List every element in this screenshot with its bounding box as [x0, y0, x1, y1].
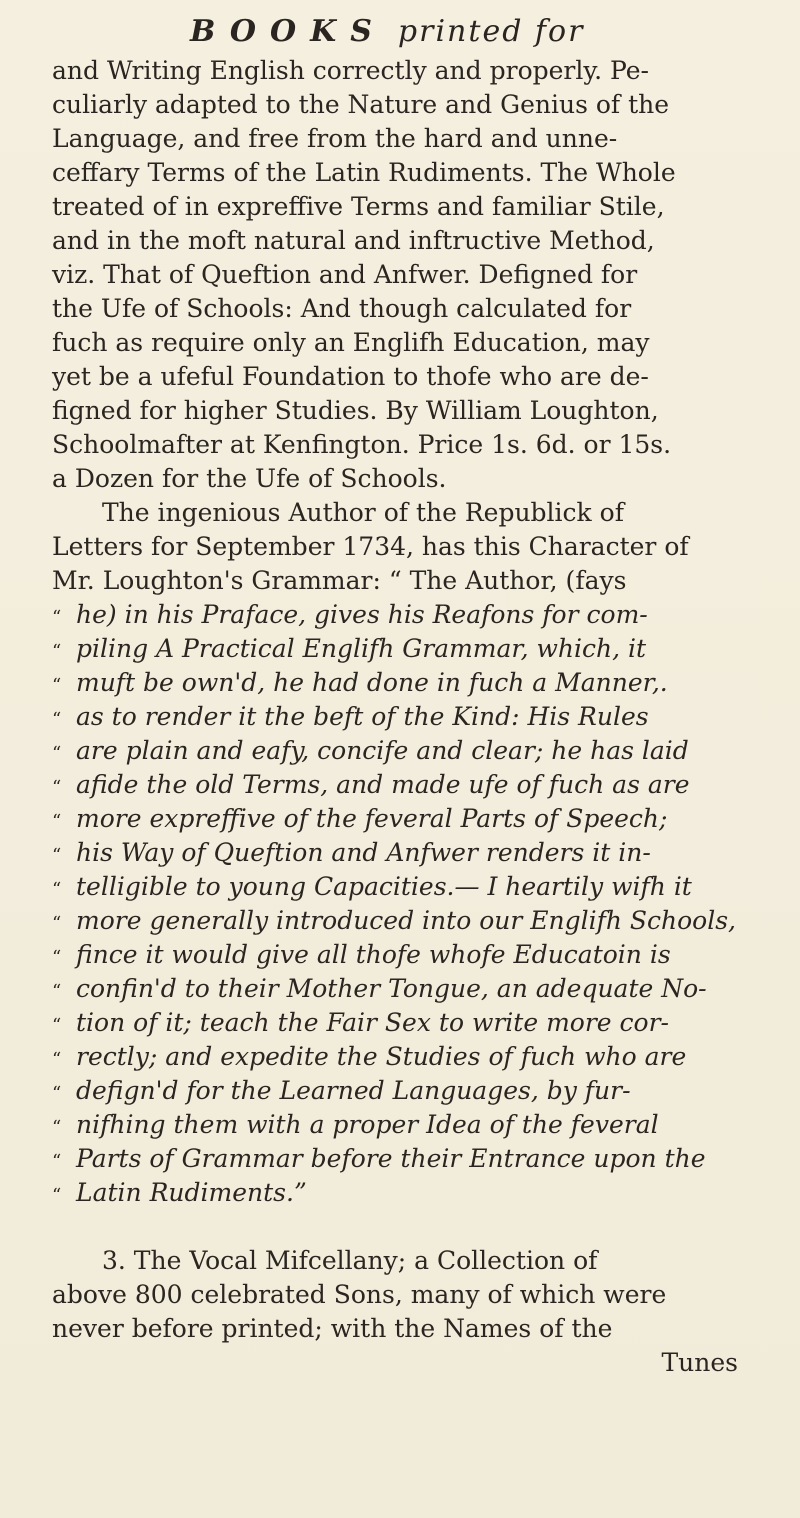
quote-line-text: more generally introduced into our Englifh Schools,	[76, 906, 736, 935]
paragraph-grammar-description	[52, 54, 772, 1380]
quote-mark: “	[52, 641, 62, 662]
text-line: culiarly adapted to the Nature and Genius of the	[52, 90, 670, 119]
quote-line	[52, 768, 772, 802]
quote-line-text: tion of it; teach the Fair Sex to write more cor-	[76, 1008, 669, 1037]
quote-mark: “	[52, 947, 62, 968]
quote-mark: “	[52, 743, 62, 764]
header-caps: BOOKS	[190, 14, 386, 49]
quote-line	[52, 1176, 772, 1210]
text-line: never before printed; with the Names of the	[52, 1314, 613, 1343]
text-line: and in the moft natural and inftructive Method,	[52, 226, 655, 255]
quote-mark: “	[52, 845, 62, 866]
text-line: 3. The Vocal Mifcellany; a Collection of	[102, 1246, 598, 1275]
quote-mark: “	[52, 1117, 62, 1138]
text-line: Mr. Loughton's Grammar: “ The Author, (fays	[52, 566, 627, 595]
quote-line	[52, 904, 772, 938]
quote-mark: “	[52, 607, 62, 628]
text-line: fuch as require only an Englifh Education, may	[52, 328, 650, 357]
quote-line-text: muft be own'd, he had done in fuch a Manner,.	[76, 668, 668, 697]
text-line: figned for higher Studies. By William Loughton,	[52, 396, 659, 425]
header-rest: printed for	[397, 14, 585, 49]
text-line: ceffary Terms of the Latin Rudiments. The Whole	[52, 158, 676, 187]
quote-mark: “	[52, 709, 62, 730]
quote-line-text: afide the old Terms, and made ufe of fuch as are	[76, 770, 690, 799]
quote-line-text: more expreffive of the feveral Parts of Speech;	[76, 804, 668, 833]
quote-mark: “	[52, 981, 62, 1002]
text-line: The ingenious Author of the Republick of	[102, 498, 624, 527]
quote-line	[52, 1040, 772, 1074]
text-line: yet be a ufeful Foundation to thofe who are de-	[52, 362, 649, 391]
catchword: Tunes	[661, 1348, 738, 1377]
text-line: Letters for September 1734, has this Character of	[52, 532, 689, 561]
quote-line-text: telligible to young Capacities.— I heartily wifh it	[76, 872, 692, 901]
quote-line	[52, 938, 772, 972]
text-line: viz. That of Queftion and Anfwer. Defigned for	[52, 260, 638, 289]
quote-line	[52, 666, 772, 700]
text-line: Language, and free from the hard and unne-	[52, 124, 618, 153]
text-line: Schoolmafter at Kenfington. Price 1s. 6d. or 15s.	[52, 430, 672, 459]
text-line: and Writing English correctly and properly. Pe-	[52, 56, 649, 85]
page-header	[190, 14, 584, 49]
text-line: the Ufe of Schools: And though calculated for	[52, 294, 632, 323]
quote-line	[52, 632, 772, 666]
quote-mark: “	[52, 1185, 62, 1206]
text-line: treated of in expreffive Terms and familiar Stile,	[52, 192, 665, 221]
quote-line-text: confin'd to their Mother Tongue, an adequate No-	[76, 974, 707, 1003]
text-line: above 800 celebrated Sons, many of which were	[52, 1280, 667, 1309]
quote-line	[52, 1142, 772, 1176]
text-line: a Dozen for the Ufe of Schools.	[52, 464, 447, 493]
quote-line	[52, 1006, 772, 1040]
quote-line	[52, 1074, 772, 1108]
quote-line-text: as to render it the beft of the Kind: His Rules	[76, 702, 649, 731]
quote-mark: “	[52, 1015, 62, 1036]
quote-mark: “	[52, 1083, 62, 1104]
quote-line-text: Latin Rudiments.”	[76, 1178, 307, 1207]
quote-mark: “	[52, 811, 62, 832]
quote-line	[52, 598, 772, 632]
quote-line	[52, 836, 772, 870]
quote-line-text: his Way of Queftion and Anfwer renders it in-	[76, 838, 651, 867]
quote-line-text: nifhing them with a proper Idea of the feveral	[76, 1110, 659, 1139]
quote-mark: “	[52, 1049, 62, 1070]
quote-line-text: Parts of Grammar before their Entrance upon the	[76, 1144, 706, 1173]
review-quotation	[52, 598, 772, 1210]
quote-line	[52, 972, 772, 1006]
quote-line	[52, 734, 772, 768]
quote-line-text: piling A Practical Englifh Grammar, which, it	[76, 634, 647, 663]
quote-line	[52, 802, 772, 836]
quote-line	[52, 870, 772, 904]
quote-line-text: defign'd for the Learned Languages, by fur-	[76, 1076, 631, 1105]
paragraph-gap	[52, 1210, 772, 1244]
quote-mark: “	[52, 675, 62, 696]
quote-line	[52, 700, 772, 734]
quote-line-text: are plain and eafy, concife and clear; he has laid	[76, 736, 689, 765]
quote-line-text: fince it would give all thofe whofe Educatoin is	[76, 940, 671, 969]
quote-line	[52, 1108, 772, 1142]
quote-line-text: he) in his Praface, gives his Reafons for com-	[76, 600, 648, 629]
quote-mark: “	[52, 1151, 62, 1172]
quote-mark: “	[52, 913, 62, 934]
quote-mark: “	[52, 777, 62, 798]
quote-mark: “	[52, 879, 62, 900]
quote-line-text: rectly; and expedite the Studies of fuch who are	[76, 1042, 687, 1071]
